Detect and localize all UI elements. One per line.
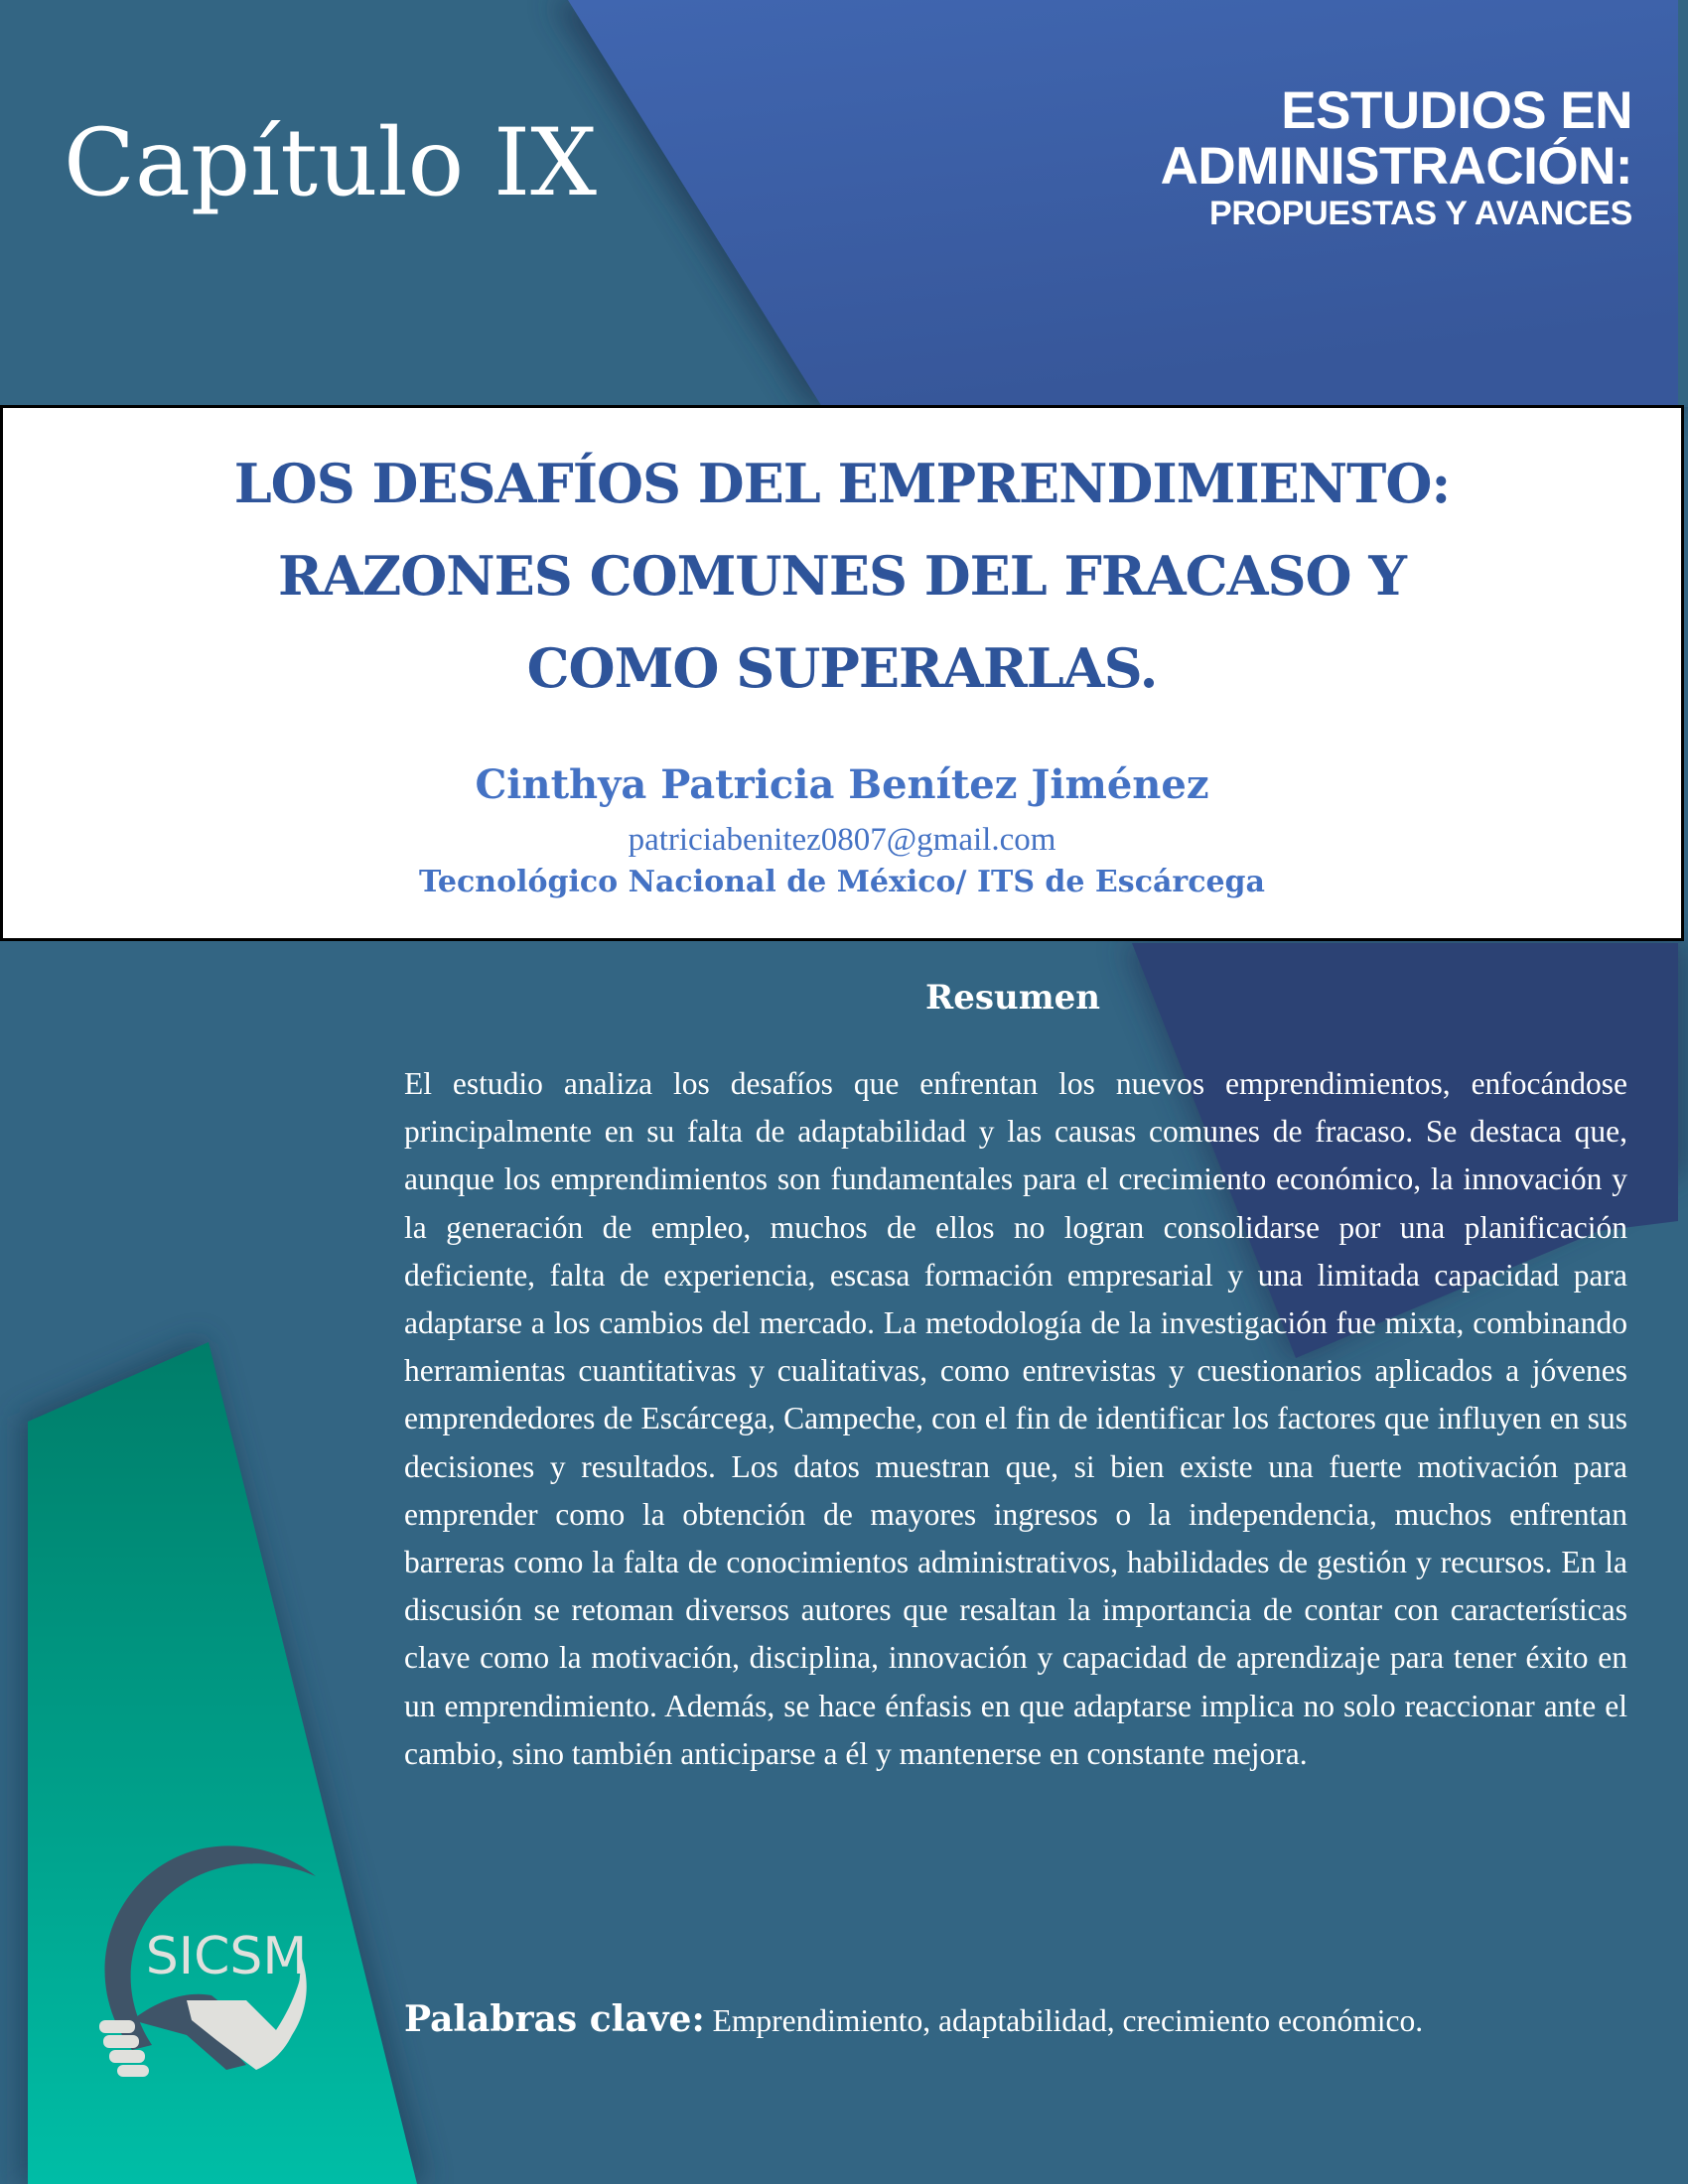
sicsm-logo-icon: [77, 1817, 355, 2085]
chapter-number: Capítulo IX: [64, 109, 598, 217]
article-title-box: [0, 405, 1684, 941]
keywords-label: Palabras clave:: [404, 1998, 705, 2040]
book-subtitle: PROPUESTAS Y AVANCES: [1208, 195, 1632, 232]
article-title-line-3: COMO SUPERARLAS.: [526, 636, 1158, 700]
article-title-line-1: LOS DESAFÍOS DEL EMPRENDIMIENTO:: [233, 452, 1451, 515]
author-name: Cinthya Patricia Benítez Jiménez: [475, 761, 1209, 808]
article-title: [3, 438, 1681, 715]
book-title-line-1: ESTUDIOS EN: [1281, 81, 1632, 140]
keywords-list: Emprendimiento, adaptabilidad, crecimiento económico.: [704, 2003, 1424, 2038]
abstract-heading: Resumen: [924, 978, 1101, 1018]
author-email: patriciabenitez0807@gmail.com: [628, 822, 1056, 858]
author-affiliation: Tecnológico Nacional de México/ ITS de Escárcega: [419, 865, 1265, 899]
article-title-line-2: RAZONES COMUNES DEL FRACASO Y: [278, 544, 1406, 608]
keywords: [404, 1997, 1655, 2043]
book-title: [1161, 83, 1632, 232]
logo-text: SICSM: [145, 1927, 308, 1986]
book-title-line-2: ADMINISTRACIÓN:: [1160, 137, 1632, 196]
abstract-body: El estudio analiza los desafíos que enfrentan los nuevos emprendimientos, enfocándose principalmente en su falta de adaptabilidad y las causas comunes de fracaso. Se destaca que, aunque los emprendimientos son fundamentales para el crecimiento económico, la innovación y la generación de empleo, muchos de ellos no logran consolidarse por una planificación deficiente, falta de experiencia, escasa formación empresarial y una limitada capacidad para adaptarse a los cambios del mercado. La metodología de la investigación fue mixta, combinando herramientas cuantitativas y cualitativas, como entrevistas y cuestionarios aplicados a jóvenes emprendedores de Escárcega, Campeche, con el fin de identificar los factores que influyen en sus decisiones y resultados. Los datos muestran que, si bien existe una fuerte motivación para emprender como la obtención de mayores ingresos o la independencia, muchos enfrentan barreras como la falta de conocimientos administrativos, habilidades de gestión y recursos. En la discusión se retoman diversos autores que resaltan la importancia de contar con características clave como la motivación, disciplina, innovación y capacidad de aprendizaje para tener éxito en un emprendimiento. Además, se hace énfasis en que adaptarse implica no solo reaccionar ante el cambio, sino también anticiparse a él y mantenerse en constante mejora.: [404, 1066, 1627, 1771]
